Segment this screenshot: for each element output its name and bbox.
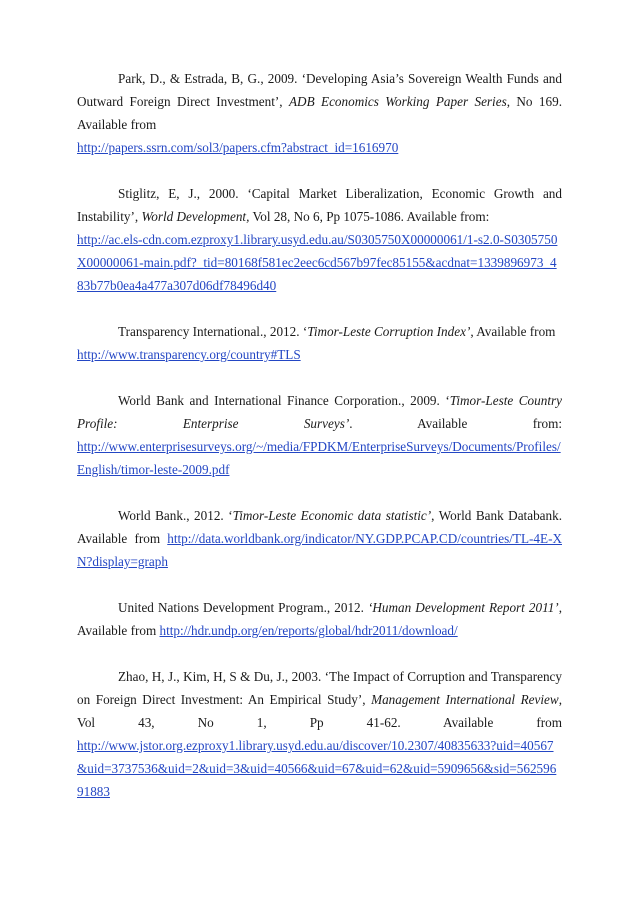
ref-link[interactable]: http://data.worldbank.org/indicator/NY.GDP.PCAP.CD/countries/TL-4E-XN?display=graph bbox=[77, 531, 562, 569]
ref-link[interactable]: http://www.jstor.org.ezproxy1.library.usyd.edu.au/discover/10.2307/40835633?uid=40567&uid=3737536&uid=2&uid=3&uid=40566&uid=67&uid=62&uid=5909656&sid=56259691883 bbox=[77, 738, 557, 799]
reference-undp bbox=[77, 596, 562, 642]
ref-link[interactable]: http://papers.ssrn.com/sol3/papers.cfm?abstract_id=1616970 bbox=[77, 140, 399, 155]
ref-text: United Nations Development Program., 2012. bbox=[118, 600, 369, 615]
reference-zhao bbox=[77, 665, 562, 803]
ref-source-title: ADB Economics Working Paper Series bbox=[288, 94, 507, 109]
reference-park bbox=[77, 67, 562, 159]
ref-text: Vol 28, No 6, Pp 1075-1086. Available from: bbox=[249, 209, 490, 224]
ref-source-title: Timor-Leste Corruption Index’ bbox=[307, 324, 471, 339]
ref-link[interactable]: http://www.enterprisesurveys.org/~/media/FPDKM/EnterpriseSurveys/Documents/Profiles/English/timor-leste-2009.pdf bbox=[77, 439, 561, 477]
ref-text: , Available from bbox=[470, 324, 556, 339]
ref-text: Transparency International., 2012. ‘ bbox=[118, 324, 308, 339]
ref-text: World Bank., 2012. ‘ bbox=[118, 508, 233, 523]
ref-text: Zhao, H, J., Kim, H, S & Du, J., 2003. ‘The Impact of Corruption and Transparency on Foreign Direct Investment: An Empirical Study’, bbox=[77, 669, 562, 707]
ref-text: Stiglitz, E, J., 2000. ‘Capital Market Liberalization, Economic Growth and Instability’, bbox=[77, 186, 562, 224]
reference-worldbank-ifc bbox=[77, 389, 562, 481]
ref-link[interactable]: http://ac.els-cdn.com.ezproxy1.library.usyd.edu.au/S0305750X00000061/1-s2.0-S0305750X00000061-main.pdf?_tid=80168f581ec2eec6cd567b97fec85155&acdnat=1339896973_483b77b0ea4a477a307d06df78496d40 bbox=[77, 232, 558, 293]
ref-text: Park, D., & Estrada, B, G., 2009. ‘Developing Asia’s Sovereign Wealth Funds and Outward Foreign Direct Investment’, bbox=[77, 71, 562, 109]
ref-source-title: World Development, bbox=[141, 209, 250, 224]
ref-source-title: Timor-Leste Economic data statistic’ bbox=[232, 508, 432, 523]
reference-worldbank-data bbox=[77, 504, 562, 573]
ref-link[interactable]: http://hdr.undp.org/en/reports/global/hdr2011/download/ bbox=[159, 623, 458, 638]
ref-text: , World Bank Databank. Available from bbox=[77, 508, 562, 546]
ref-source-title: Timor-Leste Country Profile: Enterprise Surveys’ bbox=[77, 393, 562, 431]
ref-link[interactable]: http://www.transparency.org/country#TLS bbox=[77, 347, 301, 362]
ref-text: World Bank and International Finance Corporation., 2009. ‘ bbox=[118, 393, 450, 408]
ref-text: , Vol 43, No 1, Pp 41-62. Available from bbox=[77, 692, 562, 730]
ref-text: . Available from: bbox=[349, 416, 563, 431]
ref-text: , No 169. Available from bbox=[77, 94, 562, 132]
reference-transparency bbox=[77, 320, 562, 366]
ref-source-title: ‘Human Development Report 2011’ bbox=[368, 600, 559, 615]
ref-source-title: Management International Review bbox=[371, 692, 559, 707]
ref-text: , Available from bbox=[77, 600, 562, 638]
reference-stiglitz bbox=[77, 182, 562, 297]
